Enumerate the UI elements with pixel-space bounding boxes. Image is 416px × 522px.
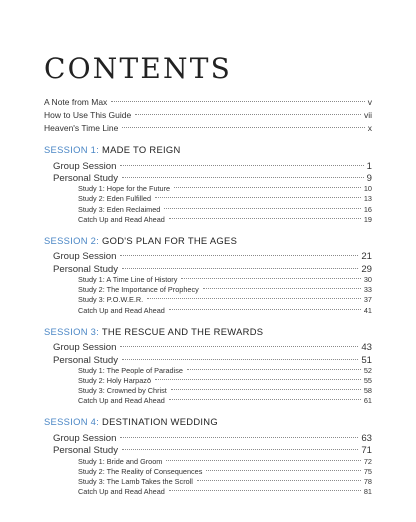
toc-entry-label: Personal Study — [53, 263, 119, 275]
dot-leader — [169, 392, 361, 400]
toc-entry-label: Catch Up and Read Ahead — [78, 487, 165, 497]
toc-entry-label: Group Session — [53, 251, 117, 263]
toc-entry-page: 63 — [361, 432, 372, 444]
dot-leader — [174, 180, 361, 188]
toc-entry-label: Group Session — [53, 342, 117, 354]
toc-entry-page: 81 — [363, 487, 372, 497]
dot-leader — [135, 105, 361, 115]
toc-entry-label: Study 2: Holy Harpazō — [78, 375, 152, 385]
session-title: DESTINATION WEDDING — [102, 416, 218, 428]
toc-entry-page: 33 — [363, 285, 372, 295]
toc-entry-label: Study 2: Eden Fulfilled — [78, 194, 152, 204]
session-3 — [44, 326, 372, 406]
toc-entry[interactable] — [44, 121, 372, 134]
toc-entry-label: Study 3: The Lamb Takes the Scroll — [78, 476, 193, 486]
toc-entry-page: 55 — [363, 375, 372, 385]
session-title: THE RESCUE AND THE REWARDS — [101, 325, 264, 337]
session-number: SESSION 3: — [44, 325, 100, 337]
toc-entry-label: Catch Up and Read Ahead — [78, 214, 165, 224]
toc-entry-page: 75 — [363, 466, 372, 476]
study-entry[interactable] — [44, 214, 372, 224]
toc-entry-label: Personal Study — [53, 445, 119, 457]
toc-entry-page: 21 — [361, 251, 372, 263]
toc-entry-page: 9 — [366, 173, 372, 185]
toc-entry-label: Study 1: Bride and Groom — [78, 456, 163, 466]
dot-leader — [155, 372, 361, 380]
session-4 — [44, 416, 372, 496]
toc-entry-label: Study 2: The Reality of Consequences — [78, 466, 203, 476]
dot-leader — [169, 483, 361, 491]
toc-entry-label: Study 3: Eden Reclaimed — [78, 204, 161, 214]
toc-entry-page: 41 — [363, 305, 372, 315]
dot-leader — [166, 452, 361, 460]
toc-entry-page: v — [367, 96, 372, 107]
dot-leader — [122, 349, 358, 360]
toc-entry-page: 30 — [363, 275, 372, 285]
toc-entry-page: 19 — [363, 214, 372, 224]
toc-entry-page: 10 — [363, 184, 372, 194]
dot-leader — [181, 271, 361, 279]
toc-entry-label: Personal Study — [53, 354, 119, 366]
study-entry[interactable] — [44, 486, 372, 496]
toc-entry-page: 1 — [366, 160, 372, 172]
session-number: SESSION 4: — [44, 416, 100, 428]
toc-entry-page: 58 — [363, 386, 372, 396]
toc-entry-page: 29 — [361, 263, 372, 275]
dot-leader — [120, 246, 358, 257]
toc-entry-label: Study 1: Hope for the Future — [78, 184, 171, 194]
session-2 — [44, 235, 372, 315]
toc-entry-page: x — [367, 122, 372, 133]
toc-entry-page: 43 — [361, 342, 372, 354]
toc-entry-page: 78 — [363, 476, 372, 486]
page-title: CONTENTS — [44, 52, 232, 85]
session-number: SESSION 2: — [44, 234, 100, 246]
dot-leader — [155, 190, 361, 198]
toc-entry-page: 52 — [363, 365, 372, 375]
toc-entry-label: Study 1: A Time Line of History — [78, 275, 178, 285]
toc-entry-label: Group Session — [53, 160, 117, 172]
toc-entry-label: Catch Up and Read Ahead — [78, 396, 165, 406]
toc-entry-page: 13 — [363, 194, 372, 204]
toc-entry-label: Study 3: Crowned by Christ — [78, 386, 167, 396]
session-title: GOD'S PLAN FOR THE AGES — [102, 234, 238, 246]
dot-leader — [111, 92, 364, 102]
toc-entry-page: 16 — [363, 204, 372, 214]
session-number: SESSION 1: — [44, 144, 100, 155]
toc-entry-label: Group Session — [53, 432, 117, 444]
dot-leader — [171, 382, 361, 390]
dot-leader — [203, 281, 361, 289]
toc-entry-label: Heaven's Time Line — [44, 122, 119, 133]
toc-entry-page: 37 — [363, 295, 372, 305]
toc-entry-label: How to Use This Guide — [44, 109, 132, 120]
study-entry[interactable] — [44, 304, 372, 314]
dot-leader — [169, 301, 361, 309]
toc-entry-label: Study 2: The Importance of Prophecy — [78, 285, 199, 295]
dot-leader — [122, 440, 358, 451]
dot-leader — [147, 291, 361, 299]
dot-leader — [120, 427, 358, 438]
dot-leader — [120, 337, 358, 348]
study-entry[interactable] — [44, 395, 372, 405]
toc-entry-page: 61 — [363, 396, 372, 406]
toc-entry-label: A Note from Max — [44, 96, 108, 107]
dot-leader — [206, 462, 360, 470]
session-title: MADE TO REIGN — [102, 144, 181, 155]
dot-leader — [187, 362, 361, 370]
toc-entry-page: 71 — [361, 445, 372, 457]
toc-entry-page: vii — [363, 109, 372, 120]
dot-leader — [164, 200, 361, 208]
session-1 — [44, 144, 372, 224]
dot-leader — [169, 211, 361, 219]
toc-entry-label: Personal Study — [53, 173, 119, 185]
toc-entry-page: 72 — [363, 456, 372, 466]
toc-entry-page: 51 — [361, 354, 372, 366]
dot-leader — [122, 118, 364, 128]
toc-entry-label: Study 3: P.O.W.E.R. — [78, 295, 144, 305]
dot-leader — [122, 168, 364, 179]
dot-leader — [197, 473, 361, 481]
table-of-contents — [44, 95, 372, 507]
dot-leader — [120, 155, 363, 166]
dot-leader — [122, 258, 358, 269]
toc-entry-label: Catch Up and Read Ahead — [78, 305, 165, 315]
front-matter-list — [44, 95, 372, 134]
toc-entry-label: Study 1: The People of Paradise — [78, 365, 183, 375]
